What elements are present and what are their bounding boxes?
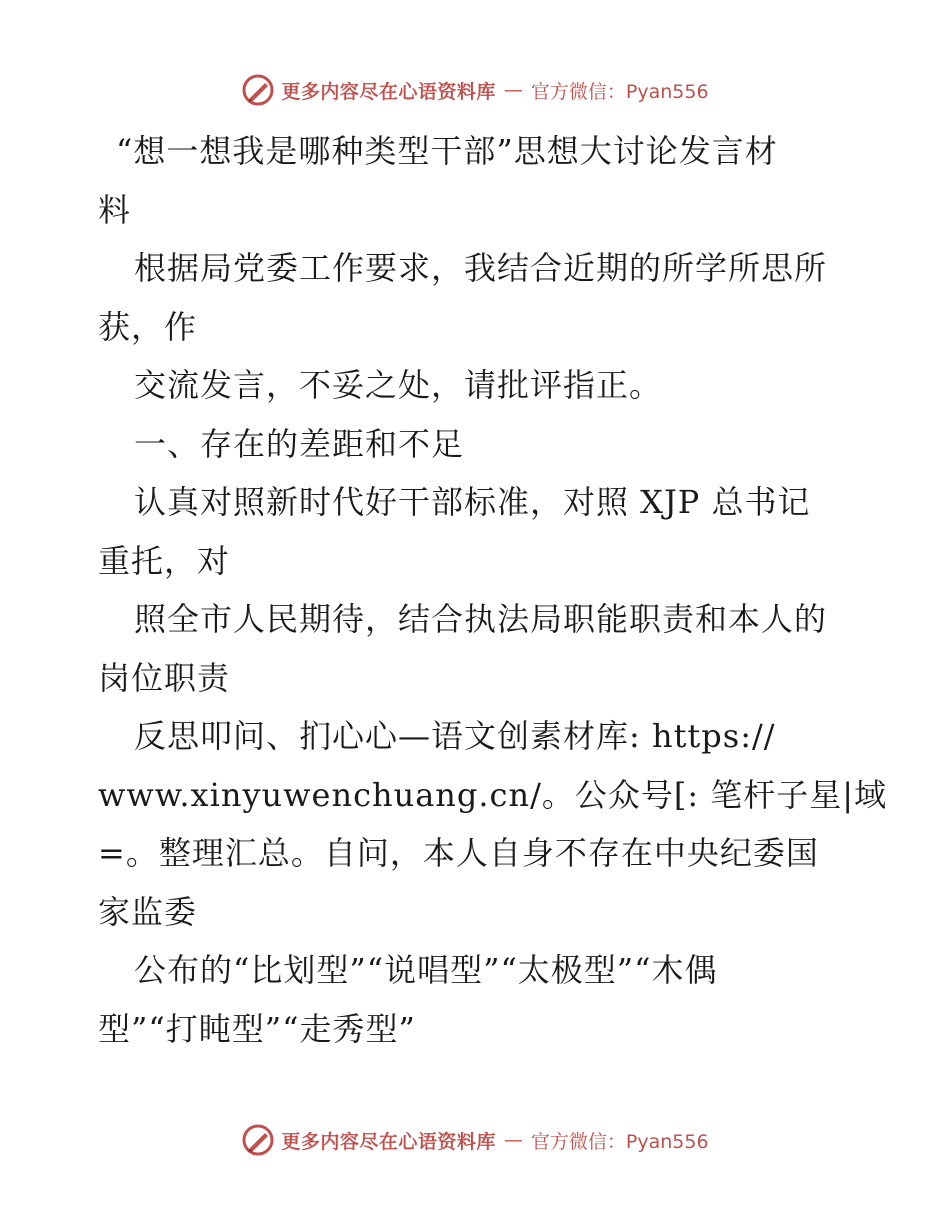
header-banner <box>0 70 950 110</box>
paragraph-line: 交流发言，不妥之处，请批评指正。 <box>134 366 663 404</box>
paragraph-line: 家监委 <box>98 892 198 931</box>
paragraph-line: 获，作 <box>98 307 198 346</box>
paragraph-line: 照全市人民期待，结合执法局职能职责和本人的 <box>134 600 828 638</box>
paragraph-line: 反思叩问、扪心心—语文创素材库: https:// <box>134 717 776 755</box>
footer-banner <box>0 1120 950 1160</box>
footer-site-text: 更多内容尽在心语资料库 <box>281 1130 496 1153</box>
header-site-text: 更多内容尽在心语资料库 <box>281 80 496 103</box>
document-title-continued: 料 <box>98 190 132 229</box>
pen-logo-icon <box>241 73 275 107</box>
section-heading: 一、存在的差距和不足 <box>134 424 465 463</box>
paragraph-line: 岗位职责 <box>98 658 231 697</box>
document-title: “想一想我是哪种类型干部”思想大讨论发言材 <box>116 132 778 170</box>
paragraph-line: www.xinyuwenchuang.cn/。公众号[: 笔杆子星|域 <box>98 775 888 814</box>
header-dash: — <box>503 79 523 101</box>
paragraph-line: 公布的“比划型”“说唱型”“太极型”“木偶 <box>134 951 718 989</box>
footer-dash: — <box>503 1129 523 1151</box>
paragraph-line: 型”“打盹型”“走秀型” <box>98 1009 416 1048</box>
document-body <box>98 122 888 1058</box>
paragraph-line: 重托，对 <box>98 541 231 580</box>
pen-logo-icon <box>241 1123 275 1157</box>
footer-wechat-text: 官方微信：Pyan556 <box>530 1130 709 1153</box>
paragraph-line: =。整理汇总。自问，本人自身不存在中央纪委国 <box>98 834 819 872</box>
paragraph-line: 根据局党委工作要求，我结合近期的所学所思所 <box>134 249 828 287</box>
paragraph-line: 认真对照新时代好干部标准，对照 XJP 总书记 <box>134 483 811 521</box>
header-wechat-text: 官方微信：Pyan556 <box>530 80 709 103</box>
